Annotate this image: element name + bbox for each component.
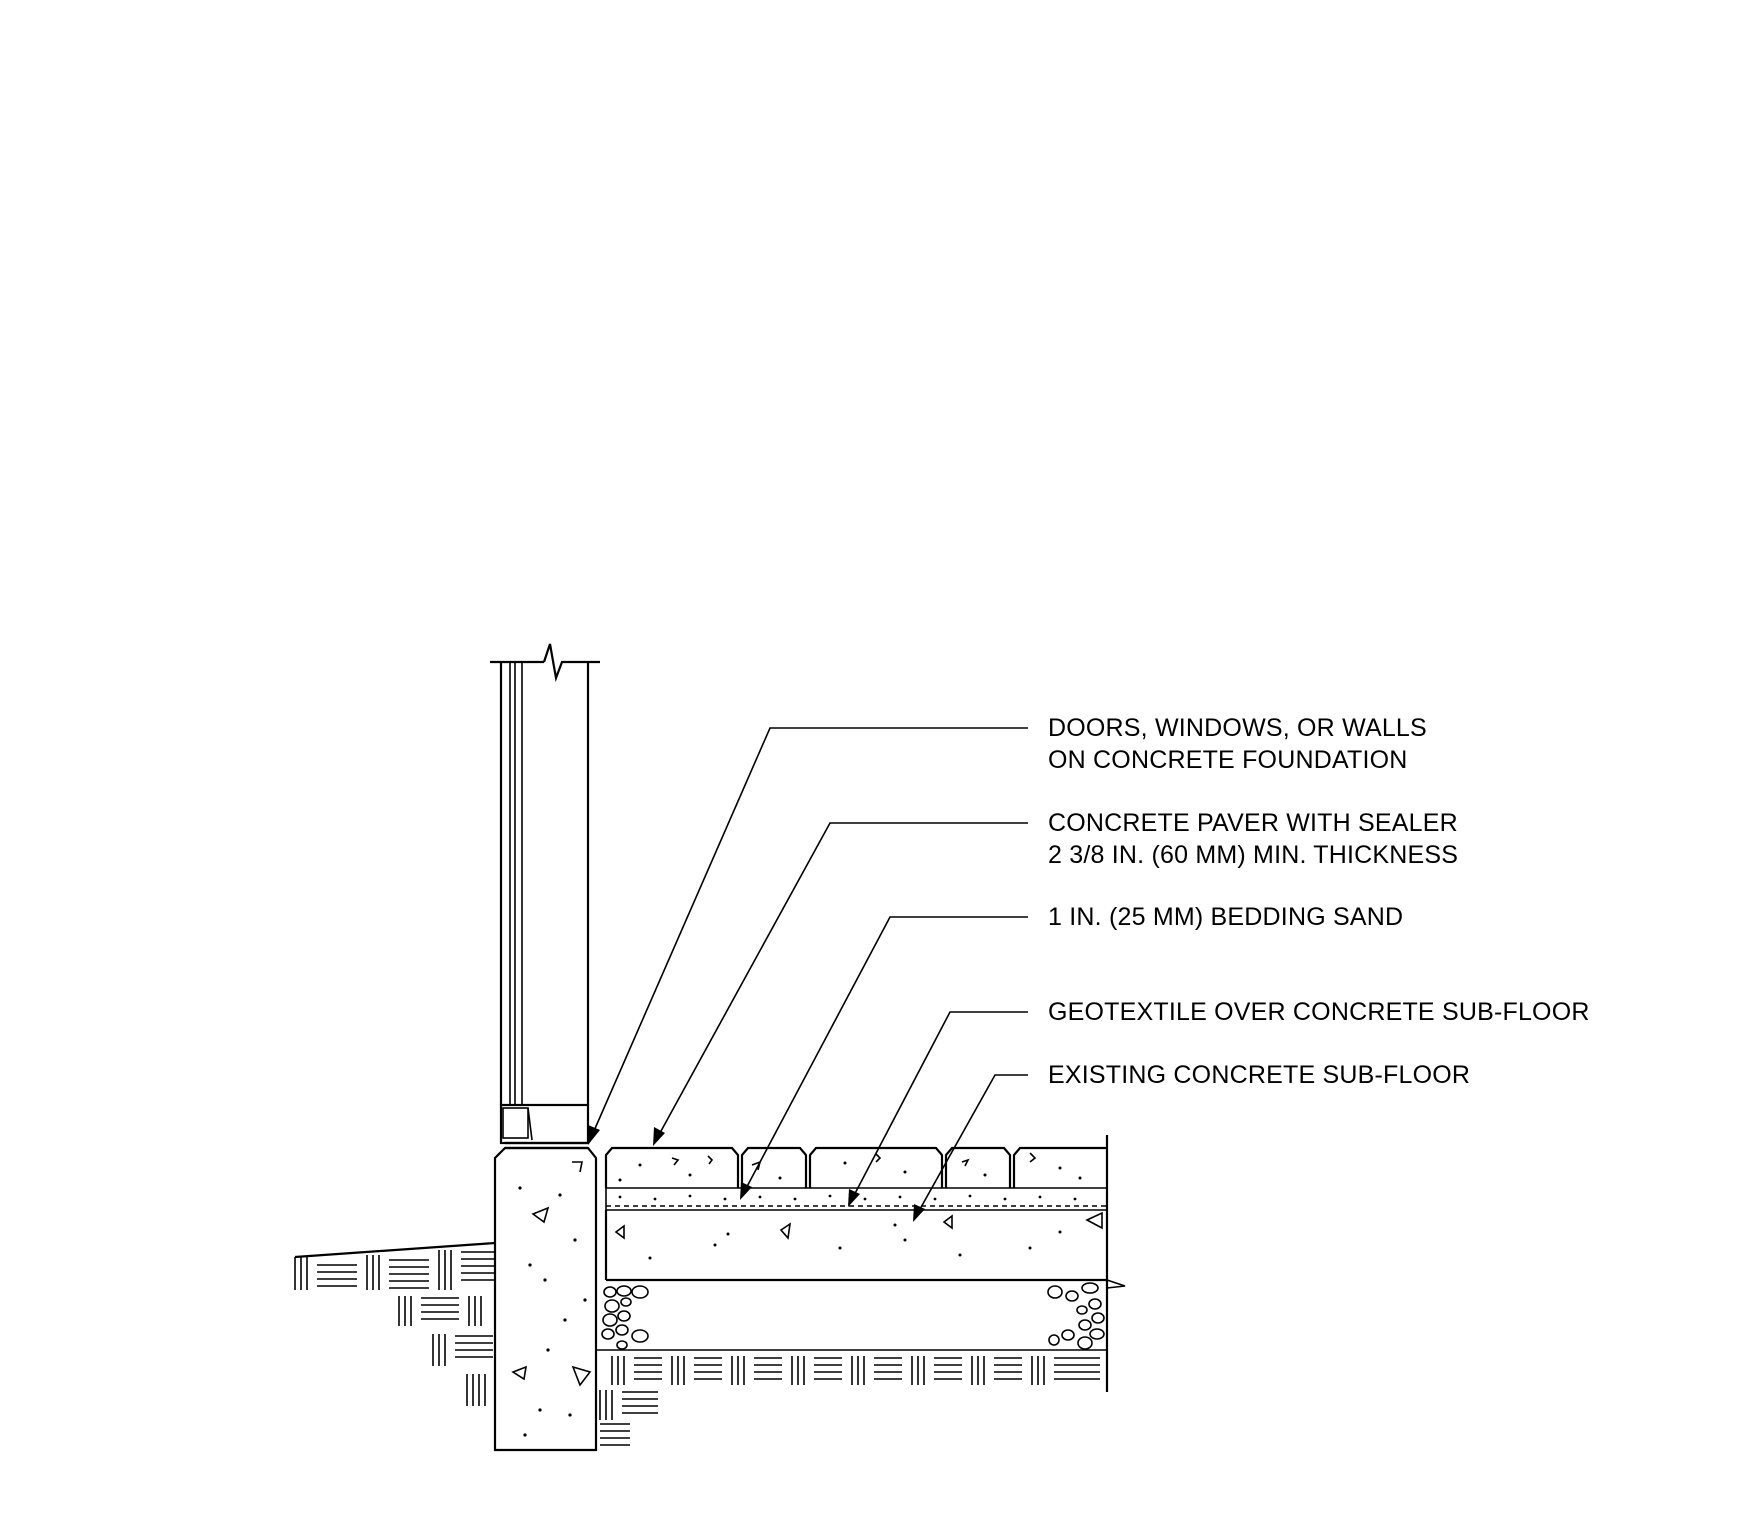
leader-line-1 [588,728,1028,1145]
leader-line-3 [740,917,1028,1200]
earth-hatch-left [295,1243,495,1406]
concrete-pavers [606,1148,1107,1188]
leader-line-2 [653,823,1028,1146]
callout-1-line2: ON CONCRETE FOUNDATION [1048,746,1408,774]
callout-2-line2: 2 3/8 IN. (60 MM) MIN. THICKNESS [1048,841,1459,869]
earth-hatch-bottom [596,1350,1107,1445]
callout-4-line1: GEOTEXTILE OVER CONCRETE SUB-FLOOR [1048,998,1590,1026]
callout-2-line1: CONCRETE PAVER WITH SEALER [1048,809,1458,837]
callout-1-line1: DOORS, WINDOWS, OR WALLS [1048,714,1427,742]
gravel-base [602,1283,1104,1349]
concrete-foundation [495,1148,596,1450]
wall-frame [490,644,600,1148]
callout-3-line1: 1 IN. (25 MM) BEDDING SAND [1048,903,1404,931]
callout-5-line1: EXISTING CONCRETE SUB-FLOOR [1048,1061,1471,1089]
